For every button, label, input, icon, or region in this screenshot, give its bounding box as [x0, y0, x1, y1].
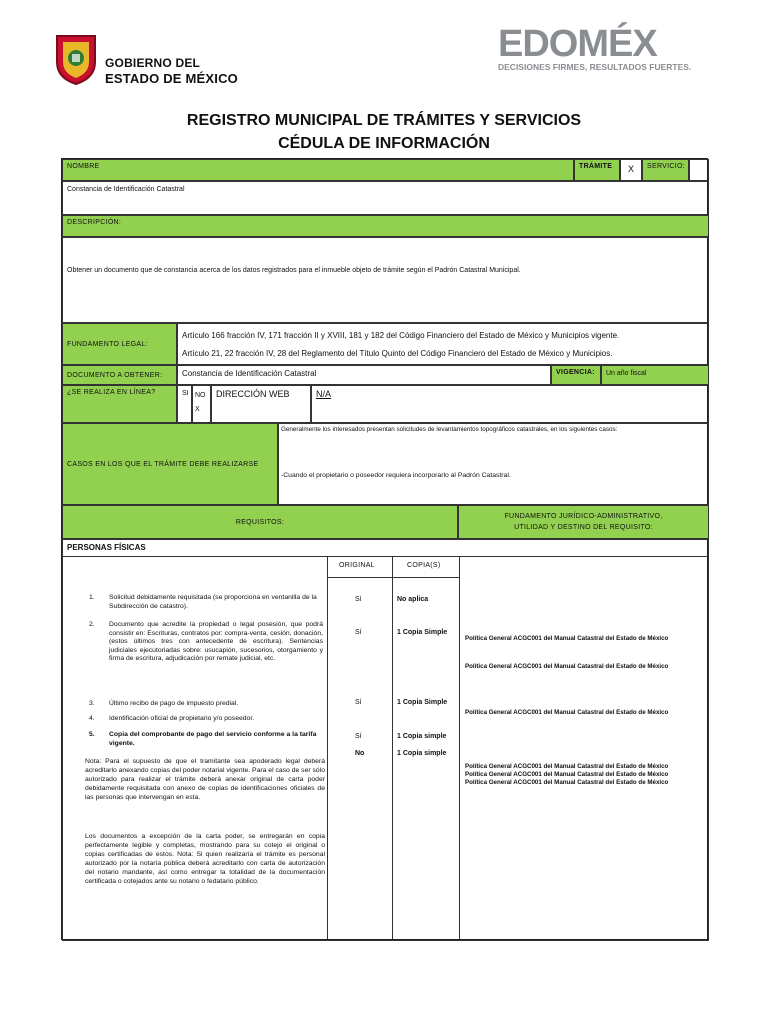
item-4-original: Sí: [355, 733, 362, 740]
fundamento-line-1: Artículo 166 fracción IV, 171 fracción II y XVIII, 181 y 182 del Código Financiero del Estado de México y Municipios vigente.: [182, 331, 620, 340]
direccion-web-label: DIRECCIÓN WEB: [211, 385, 311, 423]
casos-value: [278, 423, 709, 505]
item-2-copia: 1 Copia Simple: [397, 629, 448, 636]
brand-tagline: DECISIONES FIRMES, RESULTADOS FUERTES.: [498, 62, 692, 72]
fundamento-req-line-1: FUNDAMENTO JURÍDICO-ADMINISTRATIVO,: [504, 513, 663, 520]
casos-label: CASOS EN LOS QUE EL TRÁMITE DEBE REALIZARSE: [62, 423, 278, 505]
original-column-header: ORIGINAL: [339, 562, 375, 569]
requisitos-body: [62, 557, 709, 941]
fundamento-req-line-2: UTILIDAD Y DESTINO DEL REQUISITO:: [514, 524, 653, 531]
copias-column-header: COPIA(S): [407, 562, 441, 569]
descripcion-label: DESCRIPCIÓN:: [62, 215, 709, 237]
item-number: 1.: [89, 594, 95, 601]
item-3-copia: 1 Copia Simple: [397, 699, 448, 706]
politica-ref-6: Política General ACGC001 del Manual Catastral del Estado de México: [465, 779, 669, 786]
item-number: 4.: [89, 715, 95, 722]
politica-ref-3: Política General ACGC001 del Manual Catastral del Estado de México: [465, 709, 669, 716]
state-crest-logo: [53, 32, 99, 86]
documento-value: Constancia de Identificación Catastral: [177, 365, 551, 385]
information-form: [61, 158, 708, 940]
requisito-item-5: [89, 731, 323, 748]
personas-fisicas-label: PERSONAS FÍSICAS: [62, 539, 709, 557]
servicio-mark: [689, 159, 709, 181]
item-text: Copia del comprobante de pago del servicio conforme a la tarifa vigente.: [109, 731, 317, 747]
direccion-web-value: N/A: [311, 385, 709, 423]
descripcion-value: Obtener un documento que de constancia acerca de los datos registrados para el inmueble objeto de trámite según el Padrón Catastral Municipal.: [62, 237, 709, 323]
vigencia-value: Un año fiscal: [601, 365, 709, 385]
politica-ref-5: Política General ACGC001 del Manual Catastral del Estado de México: [465, 771, 669, 778]
politica-ref-2: Política General ACGC001 del Manual Catastral del Estado de México: [465, 663, 669, 670]
item-1-copia: No aplica: [397, 596, 429, 603]
no-mark: X: [195, 406, 200, 413]
gov-line-1: GOBIERNO DEL: [105, 56, 201, 70]
document-title: REGISTRO MUNICIPAL DE TRÁMITES Y SERVICIOS: [186, 112, 582, 129]
nombre-value: Constancia de Identificación Catastral: [62, 181, 709, 215]
item-text: Solicitud debidamente requisitada (se proporciona en ventanilla de la Subdirección de catastro).: [109, 594, 317, 610]
requisito-item-2: [89, 621, 323, 664]
item-5-copia: 1 Copia simple: [397, 750, 447, 757]
document-subtitle: CÉDULA DE INFORMACIÓN: [278, 135, 490, 152]
casos-line-2: -Cuando el propietario o poseedor requiera incorporarlo al Padrón Catastral.: [281, 472, 511, 479]
item-number: 5.: [89, 731, 95, 738]
nota-apoderado: Nota: Para el supuesto de que el tramitante sea apoderado legal deberá acreditarlo anexando copias del poder notarial vigente. Para el caso de ser sólo autorizado para realizar el trámite deberá anexar original de carta poder debidamente requisitada con anexo de copias de identificaciones oficiales de las personas que intervengan en esta.: [85, 758, 325, 801]
en-linea-label: ¿SE REALIZA EN LÍNEA?: [62, 385, 177, 423]
nombre-label: NOMBRE: [62, 159, 574, 181]
servicio-label: SERVICIO:: [642, 159, 689, 181]
no-cell: [192, 385, 211, 423]
nota-documentos: Los documentos a excepción de la carta poder, se entregarán en copia perfectamente legible y completas, mostrando para su cotejo el original o copias certificadas de estos. Nota: Si quien realizaría el trámite es personal autorizado por la notaría pública deberá acreditarlo con carta de autorización del notario mandante, así como entregar la totalidad de la documentación certificada o cotejados ante su notario o fedatario público.: [85, 833, 325, 885]
item-number: 3.: [89, 700, 95, 707]
no-label: NO: [195, 392, 206, 399]
edomex-brand-logo: EDOMÉX: [498, 23, 657, 65]
item-1-original: Sí: [355, 596, 362, 603]
item-2-original: Sí: [355, 629, 362, 636]
requisito-item-4: [89, 715, 323, 724]
item-text: Identificación oficial de propietario y/o poseedor.: [109, 715, 255, 722]
tramite-label: TRÁMITE: [574, 159, 620, 181]
item-4-copia: 1 Copia simple: [397, 733, 447, 740]
item-text: Último recibo de pago de impuesto predial.: [109, 700, 239, 707]
item-5-original: No: [355, 750, 365, 757]
item-text: Documento que acredite la propiedad o legal posesión, que podrá consistir en: Escrituras, contratos por: compra-venta, cesión, donación, (estos últimos tres con antecedente de escritura). Sentencias judiciales ejecutoriadas sobre: usucapión, sucesorios, otorgamiento y firma de escritura, adjudicación por remate judicial, etc.: [109, 621, 323, 663]
politica-ref-1: Política General ACGC001 del Manual Catastral del Estado de México: [465, 635, 669, 642]
fundamento-requisito-header: [458, 505, 709, 539]
casos-line-1: Generalmente los interesados presentan solicitudes de levantamientos topográficos catastrales, en los siguientes casos:: [281, 426, 618, 433]
gov-line-2: ESTADO DE MÉXICO: [105, 71, 238, 86]
item-3-original: Sí: [355, 699, 362, 706]
fundamento-line-2: Artículo 21, 22 fracción IV, 28 del Reglamento del Título Quinto del Código Financiero del Estado de México y Municipios.: [182, 349, 613, 358]
documento-label: DOCUMENTO A OBTENER:: [62, 365, 177, 385]
politica-ref-4: Política General ACGC001 del Manual Catastral del Estado de México: [465, 763, 669, 770]
requisito-item-1: [89, 594, 323, 611]
tramite-mark: X: [620, 159, 642, 181]
fundamento-legal-value: [177, 323, 709, 365]
si-label: SI: [177, 385, 192, 423]
requisitos-label: REQUISITOS:: [62, 505, 458, 539]
fundamento-legal-label: FUNDAMENTO LEGAL:: [62, 323, 177, 365]
requisito-item-3: [89, 700, 323, 709]
vigencia-label: VIGENCIA:: [551, 365, 601, 385]
item-number: 2.: [89, 621, 95, 628]
